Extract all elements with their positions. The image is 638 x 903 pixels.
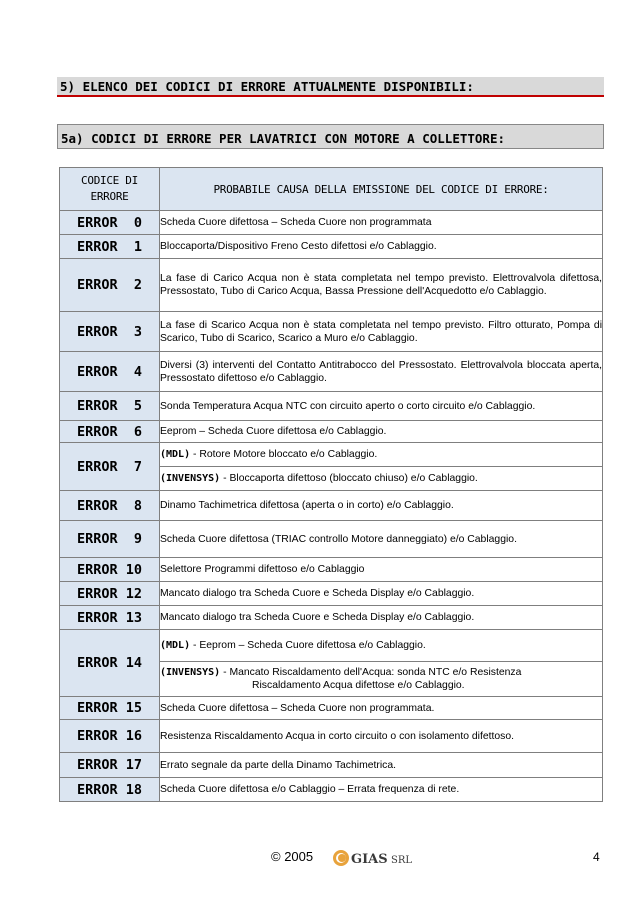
error-description: Selettore Programmi difettoso e/o Cablaggio	[160, 558, 603, 582]
error-code: ERROR 0	[60, 211, 160, 235]
error-description: La fase di Scarico Acqua non è stata completata nel tempo previsto. Filtro otturato, Pompa di Scarico, Tubo di Scarico, Scarico a Muro e/o Cablaggio.	[160, 312, 603, 352]
table-row	[60, 582, 603, 606]
error-code: ERROR 8	[60, 491, 160, 521]
error-description: Dinamo Tachimetrica difettosa (aperta o in corto) e/o Cablaggio.	[160, 491, 603, 521]
svg-text:SRL: SRL	[391, 855, 413, 866]
table-row	[60, 392, 603, 421]
separator: -	[220, 473, 230, 484]
table-row	[60, 421, 603, 443]
page-footer	[0, 849, 638, 869]
section-5-heading: 5) ELENCO DEI CODICI DI ERRORE ATTUALMENTE DISPONIBILI:	[57, 77, 604, 97]
table-row	[60, 630, 603, 662]
error-code: ERROR 12	[60, 582, 160, 606]
error-description: La fase di Carico Acqua non è stata completata nel tempo previsto. Elettrovalvola difettosa, Pressostato, Tubo di Carico Acqua, Bassa Pressione dell'Acquedotto e/o Cablaggio.	[160, 259, 603, 312]
error-description: Bloccaporta/Dispositivo Freno Cesto difettosi e/o Cablaggio.	[160, 235, 603, 259]
table-row	[60, 352, 603, 392]
error-subcause	[160, 662, 603, 697]
header-code	[60, 168, 160, 211]
error-description: Scheda Cuore difettosa e/o Cablaggio – Errata frequenza di rete.	[160, 778, 603, 802]
table-row	[60, 312, 603, 352]
separator: -	[220, 667, 230, 678]
error-description: Mancato dialogo tra Scheda Cuore e Scheda Display e/o Cablaggio.	[160, 582, 603, 606]
table-row	[60, 558, 603, 582]
error-code: ERROR 13	[60, 606, 160, 630]
manufacturer-tag: (INVENSYS)	[160, 667, 221, 678]
separator: -	[190, 449, 200, 460]
table-row	[60, 697, 603, 720]
error-code: ERROR 16	[60, 720, 160, 753]
page-number: 4	[593, 850, 600, 864]
error-description: Scheda Cuore difettosa – Scheda Cuore non programmata.	[160, 697, 603, 720]
error-code: ERROR 6	[60, 421, 160, 443]
error-description: Scheda Cuore difettosa – Scheda Cuore non programmata	[160, 211, 603, 235]
subcause-text: Mancato Riscaldamento dell'Acqua: sonda NTC e/o Resistenza	[229, 667, 522, 678]
error-code: ERROR 14	[60, 630, 160, 697]
error-description: Sonda Temperatura Acqua NTC con circuito aperto o corto circuito e/o Cablaggio.	[160, 392, 603, 421]
error-description: Eeprom – Scheda Cuore difettosa e/o Cablaggio.	[160, 421, 603, 443]
table-row	[60, 443, 603, 467]
header-cause: PROBABILE CAUSA DELLA EMISSIONE DEL CODICE DI ERRORE:	[160, 168, 603, 211]
error-code: ERROR 3	[60, 312, 160, 352]
manufacturer-tag: (INVENSYS)	[160, 473, 221, 484]
error-code: ERROR 1	[60, 235, 160, 259]
error-subcause	[160, 630, 603, 662]
error-code: ERROR 15	[60, 697, 160, 720]
copyright-text: © 2005	[271, 849, 314, 864]
error-subcause	[160, 467, 603, 491]
error-code: ERROR 5	[60, 392, 160, 421]
error-description: Scheda Cuore difettosa (TRIAC controllo Motore danneggiato) e/o Cablaggio.	[160, 521, 603, 558]
error-description: Mancato dialogo tra Scheda Cuore e Scheda Display e/o Cablaggio.	[160, 606, 603, 630]
gias-srl-logo	[332, 849, 416, 867]
table-row	[60, 521, 603, 558]
subcause-text-continued: Riscaldamento Acqua difettose e/o Cablaggio.	[252, 680, 465, 691]
table-row	[60, 211, 603, 235]
table-header-row	[60, 168, 603, 211]
error-code: ERROR 2	[60, 259, 160, 312]
section-5a-heading: 5a) CODICI DI ERRORE PER LAVATRICI CON MOTORE A COLLETTORE:	[57, 124, 604, 149]
table-row	[60, 778, 603, 802]
table-row	[60, 753, 603, 778]
error-code-table	[59, 167, 603, 802]
subcause-text: Bloccaporta difettoso (bloccato chiuso) e/o Cablaggio.	[229, 473, 478, 484]
table-row	[60, 259, 603, 312]
manufacturer-tag: (MDL)	[160, 449, 191, 460]
header-code-line2: ERRORE	[90, 190, 129, 203]
error-code: ERROR 9	[60, 521, 160, 558]
table-row	[60, 491, 603, 521]
header-code-line1: CODICE DI	[81, 174, 138, 187]
subcause-text: Rotore Motore bloccato e/o Cablaggio.	[199, 449, 378, 460]
svg-text:GIAS: GIAS	[351, 852, 388, 867]
table-row	[60, 606, 603, 630]
subcause-text: Eeprom – Scheda Cuore difettosa e/o Cablaggio.	[199, 640, 426, 651]
error-subcause	[160, 443, 603, 467]
error-description: Resistenza Riscaldamento Acqua in corto circuito o con isolamento difettoso.	[160, 720, 603, 753]
error-code: ERROR 17	[60, 753, 160, 778]
error-description: Errato segnale da parte della Dinamo Tachimetrica.	[160, 753, 603, 778]
manufacturer-tag: (MDL)	[160, 640, 191, 651]
table-row	[60, 235, 603, 259]
error-code: ERROR 10	[60, 558, 160, 582]
separator: -	[190, 640, 200, 651]
error-code: ERROR 18	[60, 778, 160, 802]
table-row	[60, 720, 603, 753]
error-description: Diversi (3) interventi del Contatto Antitrabocco del Pressostato. Elettrovalvola bloccata aperta, Pressostato difettoso e/o Cablaggio.	[160, 352, 603, 392]
error-code: ERROR 4	[60, 352, 160, 392]
error-code: ERROR 7	[60, 443, 160, 491]
